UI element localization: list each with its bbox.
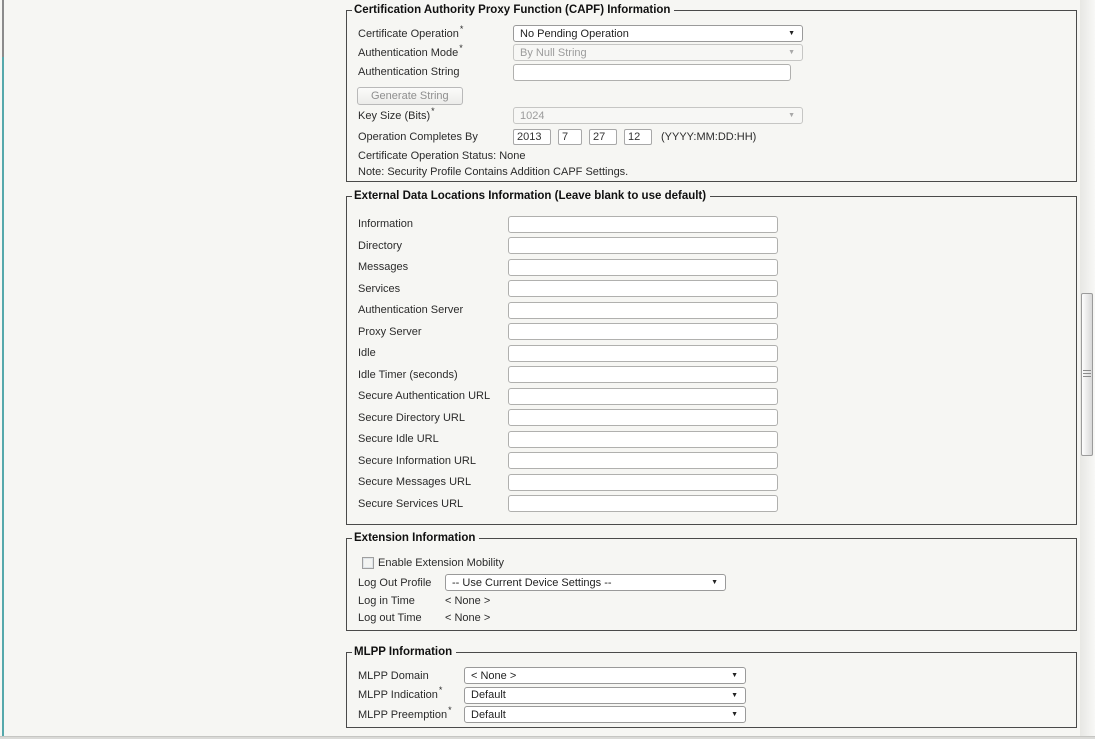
authentication-string-label: Authentication String [358,66,460,78]
log-out-time-row [358,611,1076,624]
log-out-profile-row [358,574,1076,591]
information-input[interactable] [508,216,778,233]
secure-authentication-url-row [358,388,1076,404]
secure-directory-url-row [358,410,1076,426]
mlpp-indication-label-text: MLPP Indication [358,689,438,701]
mlpp-preemption-select[interactable] [464,706,746,723]
key-size-value: 1024 [520,109,545,122]
log-out-profile-select[interactable] [445,574,726,591]
secure-directory-url-input[interactable] [508,409,778,426]
capf-note-text: Note: Security Profile Contains Addition CAPF Settings. [358,166,629,178]
scrollbar-grip-icon [1083,370,1091,379]
secure-idle-url-input[interactable] [508,431,778,448]
mlpp-preemption-value: Default [471,708,506,721]
secure-information-url-input[interactable] [508,452,778,469]
proxy-server-input[interactable] [508,323,778,340]
proxy-server-row [358,324,1076,340]
authentication-server-row [358,302,1076,318]
extension-section-legend: Extension Information [352,532,479,544]
secure-idle-url-label: Secure Idle URL [358,433,439,445]
operation-completes-by-label: Operation Completes By [358,131,478,143]
enable-extension-mobility-row [362,556,1076,570]
idle-timer-label: Idle Timer (seconds) [358,368,458,381]
operation-day-input[interactable] [589,129,617,145]
log-out-profile-label: Log Out Profile [358,576,432,589]
information-row [358,216,1076,232]
generate-string-button: Generate String [357,87,463,105]
mlpp-indication-select[interactable] [464,687,746,704]
idle-label: Idle [358,347,376,359]
authentication-mode-row [358,44,1076,61]
capf-information-section [346,4,1077,182]
vertical-scrollbar-track[interactable] [1080,0,1095,739]
services-input[interactable] [508,280,778,297]
certificate-operation-label [358,23,513,40]
authentication-mode-label-text: Authentication Mode [358,46,459,59]
mlpp-section-legend: MLPP Information [352,646,456,658]
operation-completes-by-row [358,128,1076,146]
information-label: Information [358,218,414,230]
idle-timer-row [358,367,1076,383]
operation-year-input[interactable] [513,129,551,145]
chevron-down-icon: ▼ [731,711,738,718]
authentication-server-input[interactable] [508,302,778,319]
mlpp-domain-select[interactable] [464,667,746,684]
mlpp-preemption-row [358,706,1076,723]
log-in-time-value: < None > [445,594,491,607]
enable-extension-mobility-checkbox[interactable] [362,557,374,569]
chevron-down-icon: ▼ [788,112,795,119]
mlpp-preemption-label [358,704,464,721]
required-marker: * [459,23,464,34]
authentication-mode-select [513,44,803,61]
operation-hour-input[interactable] [624,129,652,145]
left-edge-teal-accent [2,57,4,739]
services-label: Services [358,282,401,295]
secure-services-url-label: Secure Services URL [358,497,464,510]
operation-month-input[interactable] [558,129,582,145]
authentication-server-label: Authentication Server [358,304,464,316]
mlpp-domain-label: MLPP Domain [358,669,429,682]
enable-extension-mobility-label: Enable Extension Mobility [378,557,504,569]
required-marker: * [448,704,452,715]
left-edge-gray [2,0,4,57]
extension-information-section [346,532,1077,631]
chevron-down-icon: ▼ [731,691,738,699]
secure-information-url-row [358,453,1076,469]
mlpp-preemption-label-text: MLPP Preemption [358,708,448,721]
idle-row [358,345,1076,361]
proxy-server-label: Proxy Server [358,325,422,338]
messages-input[interactable] [508,259,778,276]
secure-authentication-url-label: Secure Authentication URL [358,390,491,402]
secure-information-url-label: Secure Information URL [358,454,476,467]
authentication-mode-value: By Null String [520,46,587,59]
chevron-down-icon: ▼ [788,30,795,37]
secure-idle-url-row [358,431,1076,447]
certificate-operation-row [358,25,1076,42]
certificate-operation-select[interactable] [513,25,803,42]
key-size-label [358,105,513,122]
key-size-select [513,107,803,124]
log-out-time-value: < None > [445,611,491,624]
directory-row [358,238,1076,254]
key-size-label-text: Key Size (Bits) [358,109,431,122]
mlpp-information-section [346,646,1077,728]
secure-services-url-row [358,496,1076,512]
external-data-locations-section [346,190,1077,525]
chevron-down-icon: ▼ [788,49,795,56]
idle-input[interactable] [508,345,778,362]
mlpp-indication-row [358,687,1076,704]
vertical-scrollbar-thumb[interactable] [1081,293,1093,456]
secure-messages-url-input[interactable] [508,474,778,491]
directory-input[interactable] [508,237,778,254]
messages-row [358,259,1076,275]
required-marker: * [438,685,443,696]
key-size-row [358,107,1076,124]
chevron-down-icon: ▼ [731,672,738,679]
mlpp-domain-row [358,667,1076,684]
secure-services-url-input[interactable] [508,495,778,512]
secure-messages-url-row [358,474,1076,490]
chevron-down-icon: ▼ [711,579,718,586]
external-data-section-legend: External Data Locations Information (Leave blank to use default) [352,190,710,202]
mlpp-indication-label [358,685,464,701]
required-marker: * [459,42,463,53]
mlpp-indication-value: Default [471,689,506,701]
certificate-operation-status-text: Certificate Operation Status: None [358,150,526,162]
authentication-string-input[interactable] [513,64,791,81]
required-marker: * [431,105,435,116]
date-format-hint: (YYYY:MM:DD:HH) [661,131,757,143]
log-in-time-row [358,594,1076,607]
log-out-time-label: Log out Time [358,611,422,624]
idle-timer-input[interactable] [508,366,778,383]
secure-authentication-url-input[interactable] [508,388,778,405]
log-out-profile-value: -- Use Current Device Settings -- [452,576,612,589]
authentication-string-row [358,63,1076,81]
log-in-time-label: Log in Time [358,594,415,607]
secure-messages-url-label: Secure Messages URL [358,476,472,488]
messages-label: Messages [358,261,409,273]
mlpp-domain-value: < None > [471,669,517,682]
certificate-operation-value: No Pending Operation [520,27,629,40]
capf-section-legend: Certification Authority Proxy Function (CAPF) Information [352,4,674,16]
services-row [358,281,1076,297]
certificate-operation-label-text: Certificate Operation [358,27,459,40]
directory-label: Directory [358,239,403,252]
authentication-mode-label [358,42,513,59]
secure-directory-url-label: Secure Directory URL [358,411,465,424]
